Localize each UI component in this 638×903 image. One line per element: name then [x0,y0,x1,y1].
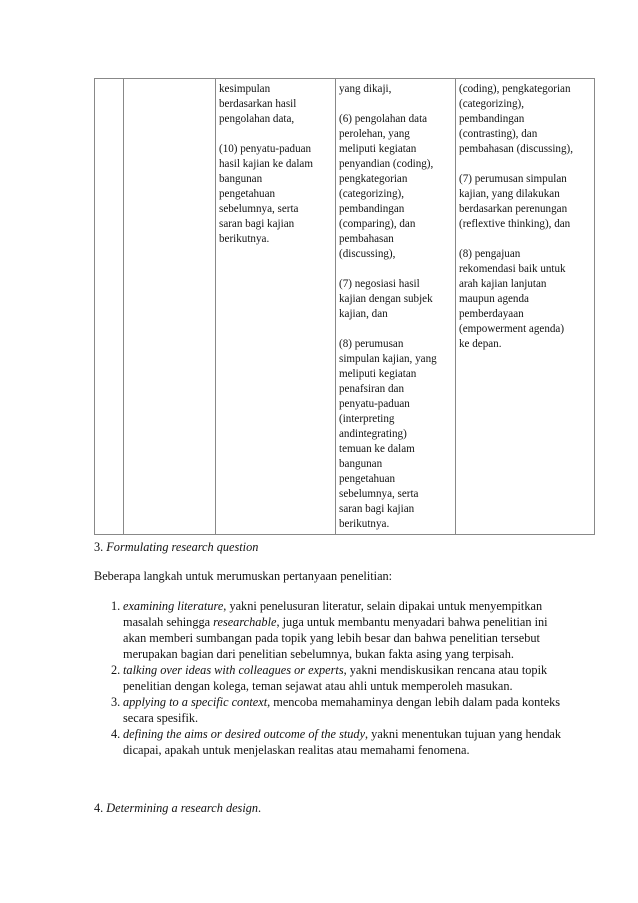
list-item-number: 2. [111,663,121,677]
section-4-number: 4. [94,801,107,815]
steps-list [94,598,564,758]
table-cell-empty-1 [95,79,124,535]
section-3-title: Formulating research question [106,540,259,554]
list-item [94,598,564,662]
list-item-term: defining the aims or desired outcome of the study [123,727,366,741]
table-cell-col4: yang dikaji, (6) pengolahan data perolehan, yang meliputi kegiatan penyandian (coding), pengkategorian (categorizing), pembandingan (comparing), dan pembahasan (discussing), (7) negosiasi hasil kajian dengan subjek kajian, dan (8) perumusan simpulan kajian, yang meliputi kegiatan penafsiran dan penyatu-paduan (interpreting andintegrating) temuan ke dalam bangunan pengetahuan sebelumnya, serta saran bagi kajian berikutnya. [336,79,456,535]
list-item [94,662,564,694]
list-item-term: examining literature [123,599,224,613]
list-item-term-2: researchable [213,615,277,629]
table-cell-empty-2 [124,79,216,535]
list-item-text: , yakni menentukan tujuan yang hendak dicapai, apakah untuk menjelaskan realitas atau memahami fenomena. [123,727,562,757]
list-item-term: applying to a specific context [123,695,268,709]
table-cell-col5: (coding), pengkategorian (categorizing), pembandingan (contrasting), dan pembahasan (discussing), (7) perumusan simpulan kajian, yang dilakukan berdasarkan perenungan (reflextive thinking), dan (8) pengajuan rekomendasi baik untuk arah kajian lanjutan maupun agenda pemberdayaan (empowerment agenda) ke depan. [456,79,595,535]
table-row [95,79,595,535]
list-item-text-2: , juga untuk membantu menyadari bahwa penelitian ini akan memberi sumbangan pada topik yang lebih besar dan bahwa penelitian tersebut merupakan bagian dari penelitian sebelumnya, bukan fakta asing yang terpisah. [123,615,548,661]
intro-paragraph: Beberapa langkah untuk merumuskan pertanyaan penelitian: [94,569,393,583]
list-item-number: 3. [111,695,121,709]
list-item [94,694,564,726]
section-3-heading [94,539,258,555]
list-item-term: talking over ideas with colleagues or experts [123,663,344,677]
continued-table [94,78,595,535]
section-3-number: 3. [94,540,107,554]
list-item-text: , yakni mendiskusikan rencana atau topik penelitian dengan kolega, teman sejawat atau ahli untuk memperoleh masukan. [123,663,548,693]
section-4-heading [94,800,261,816]
table-cell-col3: kesimpulan berdasarkan hasil pengolahan data, (10) penyatu-paduan hasil kajian ke dalam bangunan pengetahuan sebelumnya, serta saran bagi kajian berikutnya. [216,79,336,535]
section-4-title: Determining a research design [106,801,259,815]
list-item-text: , yakni penelusuran literatur, selain dipakai untuk menyempitkan masalah sehingga [123,599,543,629]
list-item-number: 4. [111,727,121,741]
section-4-suffix: . [258,801,262,815]
list-item [94,726,564,758]
list-item-text: , mencoba memahaminya dengan lebih dalam pada konteks secara spesifik. [123,695,561,725]
list-item-number: 1. [111,599,121,613]
